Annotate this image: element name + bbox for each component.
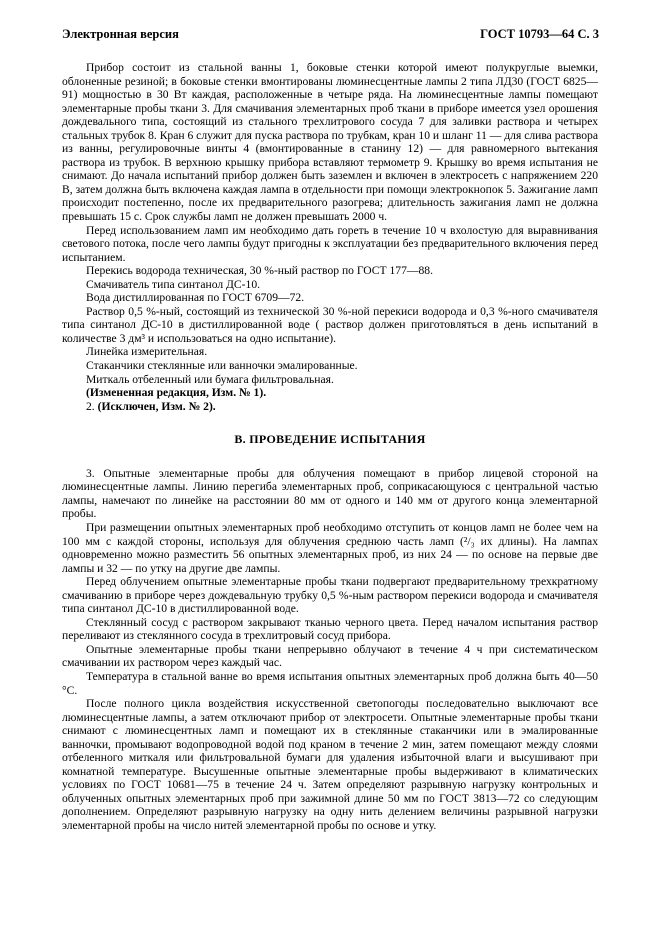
- item-2-number: 2.: [86, 399, 95, 413]
- item-2-note: (Исключен, Изм. № 2).: [97, 399, 216, 413]
- paragraph-calico: Миткаль отбеленный или бумага фильтровальная.: [86, 372, 334, 386]
- item-2-excluded: [62, 400, 598, 414]
- paragraph-wetting-agent: Смачиватель типа синтанол ДС-10.: [86, 277, 261, 291]
- paragraph-apparatus-description: Прибор состоит из стальной ванны 1, боковые стенки которой имеют полукруглые выемки, облоненные резиной; в боковые стенки вмонтированы люминесцентные лампы 2 типа ЛД30 (ГОСТ 6825—91) мощностью в 30 Вт каждая, расположенные в четыре ряда. На люминесцентные лампы помещают элементарные пробы ткани 3. Для смачивания элементарных проб ткани в приборе имеется узел орошения дождевального типа, состоящий из стального трехлитрового сосуда 7 для заливки раствора и четырех стальных трубок 8. Кран 6 служит для пуска раствора по трубкам, кран 10 и шланг 11 — для слива раствора из ванны, регулировочные винты 4 (вмонтированные в станину 12) — для равномерного вытекания раствора из трубок. В верхнюю крышку прибора вставляют термометр 9. Крышку во время испытания не снимают. До начала испытаний прибор должен быть заземлен и включен в электросеть с напряжением 220 В, затем должна быть включена каждая лампа в отдельности при помощи электрокнопок 5. Зажигание ламп происходит постепенно, после их предварительного разогрева; длительность зажигания ламп не должна превышать 15 с. Срок службы ламп не должен превышать 2000 ч.: [62, 61, 598, 224]
- section-title: В. ПРОВЕДЕНИЕ ИСПЫТАНИЯ: [234, 432, 426, 447]
- paragraph-temperature: Температура в стальной ванне во время испытания опытных элементарных проб должна быть 40—50 °С.: [62, 669, 598, 697]
- paragraph-lamp-burn-in: Перед использованием ламп им необходимо дать гореть в течение 10 ч вхолостую для выравнивания светового потока, после чего лампы будут пригодны к эксплуатации без предварительного включения перед испытанием.: [62, 223, 598, 264]
- paragraph-glass-vessel: Стеклянный сосуд с раствором закрывают тканью черного цвета. Перед началом испытания раствор переливают из стеклянного сосуда в трехлитровый сосуд прибора.: [62, 615, 598, 643]
- header-standard-page: ГОСТ 10793—64 С. 3: [480, 27, 599, 41]
- paragraph-glasses: Стаканчики стеклянные или ванночки эмалированные.: [86, 359, 358, 373]
- paragraph-sample-placement: При размещении опытных элементарных проб необходимо отступить от концов ламп не более чем на 100 мм с каждой стороны, используя для облучения среднюю часть ламп (²/₃ их длины). На лампах одновременно можно разместить 56 опытных элементарных проб, из них 24 — по основе на первые две лампы и 32 — по утку на другие две лампы.: [62, 520, 598, 575]
- paragraph-post-cycle: После полного цикла воздействия искусственной светопогоды последовательно выключают все люминесцентные лампы, а затем отключают прибор от электросети. Опытные элементарные пробы ткани снимают с люминесцентных ламп и помещают их в стеклянные стаканчики или в эмалированные ванночки, промывают водопроводной водой под краном в течение 2 мин, затем помещают между слоями отбеленного миткаля или фильтровальной бумаги для удаления избыточной влаги и высушивают при комнатной температуре. Высушенные опытные элементарные пробы выдерживают в климатических условиях по ГОСТ 10681—75 в течение 24 ч. Затем определяют разрывную нагрузку контрольных и облученных опытных элементарных проб при зажимной длине 50 мм по ГОСТ 3813—72 со следующим дополнением. Определяют разрывную нагрузку на одну нить делением величины разрывной нагрузки элементарной пробы на число нитей элементарной пробы по основе и утку.: [62, 697, 598, 832]
- paragraph-hydrogen-peroxide: Перекись водорода техническая, 30 %-ный раствор по ГОСТ 177—88.: [86, 264, 433, 278]
- amendment-note-1: (Измененная редакция, Изм. № 1).: [86, 386, 267, 400]
- document-body: [62, 61, 598, 833]
- paragraph-pre-wetting: Перед облучением опытные элементарные пробы ткани подвергают предварительному трехкратному смачиванию в приборе через дождевальную трубку 0,5 %-ным раствором перекиси водорода и смачивателя типа синтанол ДС-10 в дистиллированной воде.: [62, 575, 598, 616]
- paragraph-solution: Раствор 0,5 %-ный, состоящий из технической 30 %-ной перекиси водорода и 0,3 %-ного смачивателя типа синтанол ДС-10 в дистиллированной воде ( раствор должен приготовляться в день испытаний в количестве 3 дм³ и использоваться на одно испытание).: [62, 304, 598, 345]
- paragraph-item-3: 3. Опытные элементарные пробы для облучения помещают в прибор лицевой стороной на люминесцентные лампы. Линию перегиба элементарных проб, соприкасающуюся с центральной частью лампы, намечают по линейке на расстоянии 80 мм от одного и 140 мм от другого конца элементарной пробы.: [62, 466, 598, 521]
- paragraph-irradiation: Опытные элементарные пробы ткани непрерывно облучают в течение 4 ч при систематическом смачивании их раствором через каждый час.: [62, 642, 598, 670]
- paragraph-ruler: Линейка измерительная.: [86, 345, 208, 359]
- page-header: [62, 27, 599, 43]
- header-edition-label: Электронная версия: [62, 27, 179, 41]
- paragraph-distilled-water: Вода дистиллированная по ГОСТ 6709—72.: [86, 291, 305, 305]
